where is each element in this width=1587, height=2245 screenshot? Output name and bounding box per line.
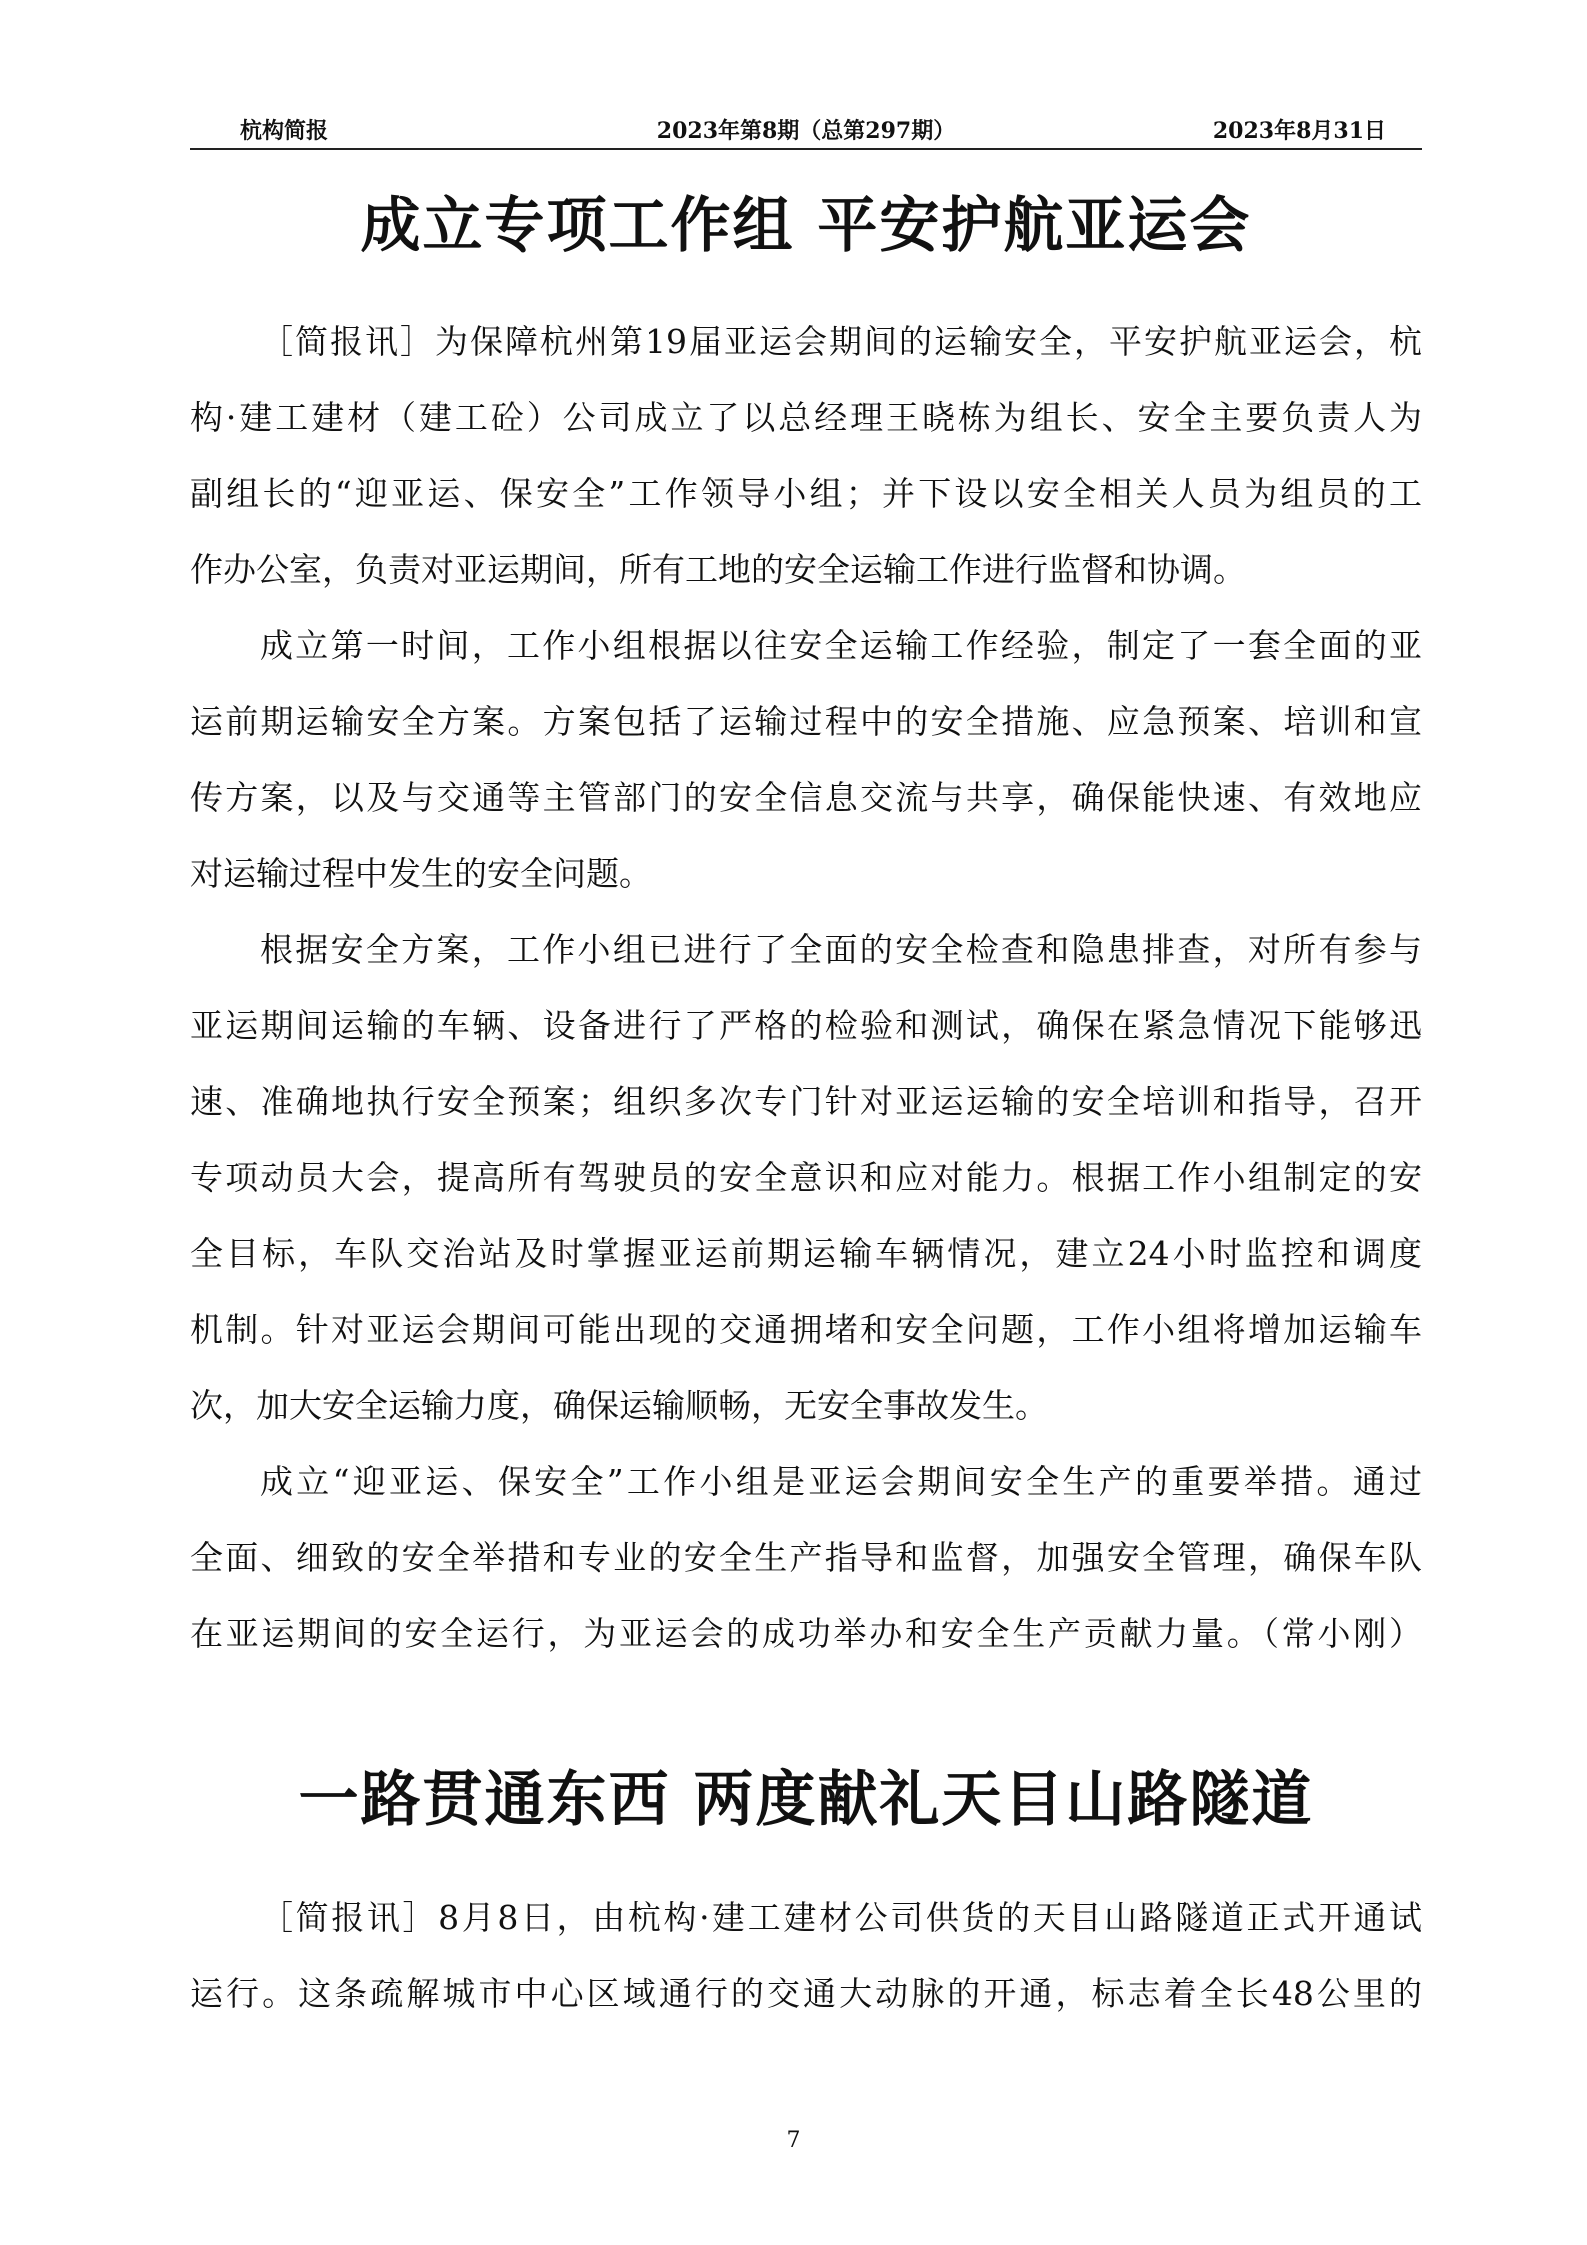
article-1-line: 全面、细致的安全举措和专业的安全生产指导和监督，加强安全管理，确保车队	[190, 1538, 1422, 1577]
article-1-line: 成立第一时间，工作小组根据以往安全运输工作经验，制定了一套全面的亚	[260, 626, 1422, 665]
article-1-line: 运前期运输安全方案。方案包括了运输过程中的安全措施、应急预案、培训和宣	[190, 702, 1422, 741]
header-publication-name: 杭构简报	[240, 118, 329, 144]
article-2-line: ［简报讯］8月8日，由杭构·建工建材公司供货的天目山路隧道正式开通试	[260, 1898, 1422, 1937]
article-2-title: 一路贯通东西 两度献礼天目山路隧道	[298, 1765, 1314, 1835]
article-1-line: 作办公室，负责对亚运期间，所有工地的安全运输工作进行监督和协调。	[190, 550, 1246, 589]
article-1-line: 机制。针对亚运会期间可能出现的交通拥堵和安全问题，工作小组将增加运输车	[190, 1310, 1422, 1349]
article-1-line: 在亚运期间的安全运行，为亚运会的成功举办和安全生产贡献力量。（常小刚）	[190, 1614, 1422, 1653]
article-2-line: 运行。这条疏解城市中心区域通行的交通大动脉的开通，标志着全长48公里的	[190, 1974, 1422, 2013]
article-1-line: 副组长的“迎亚运、保安全”工作领导小组；并下设以安全相关人员为组员的工	[190, 474, 1422, 513]
article-1-line: 亚运期间运输的车辆、设备进行了严格的检验和测试，确保在紧急情况下能够迅	[190, 1006, 1422, 1045]
header-issue-number: 2023年第8期（总第297期）	[656, 118, 956, 144]
article-1-line: 根据安全方案，工作小组已进行了全面的安全检查和隐患排查，对所有参与	[260, 930, 1422, 969]
article-1-line: 成立“迎亚运、保安全”工作小组是亚运会期间安全生产的重要举措。通过	[260, 1462, 1422, 1501]
article-1-line: 传方案，以及与交通等主管部门的安全信息交流与共享，确保能快速、有效地应	[190, 778, 1422, 817]
article-1-line: 对运输过程中发生的安全问题。	[190, 854, 652, 893]
article-1-line: 专项动员大会，提高所有驾驶员的安全意识和应对能力。根据工作小组制定的安	[190, 1158, 1422, 1197]
article-1-line: 速、准确地执行安全预案；组织多次专门针对亚运运输的安全培训和指导，召开	[190, 1082, 1422, 1121]
article-1-title: 成立专项工作组 平安护航亚运会	[360, 191, 1252, 261]
header-date: 2023年8月31日	[1212, 118, 1386, 144]
article-1-line: 次，加大安全运输力度，确保运输顺畅，无安全事故发生。	[190, 1386, 1048, 1425]
article-1-line: ［简报讯］为保障杭州第19届亚运会期间的运输安全，平安护航亚运会，杭	[260, 322, 1422, 361]
page-header	[190, 112, 1422, 150]
article-1-line: 构·建工建材（建工砼）公司成立了以总经理王晓栋为组长、安全主要负责人为	[190, 398, 1422, 437]
page-number: 7	[786, 2128, 801, 2153]
article-1-line: 全目标，车队交治站及时掌握亚运前期运输车辆情况，建立24小时监控和调度	[190, 1234, 1422, 1273]
